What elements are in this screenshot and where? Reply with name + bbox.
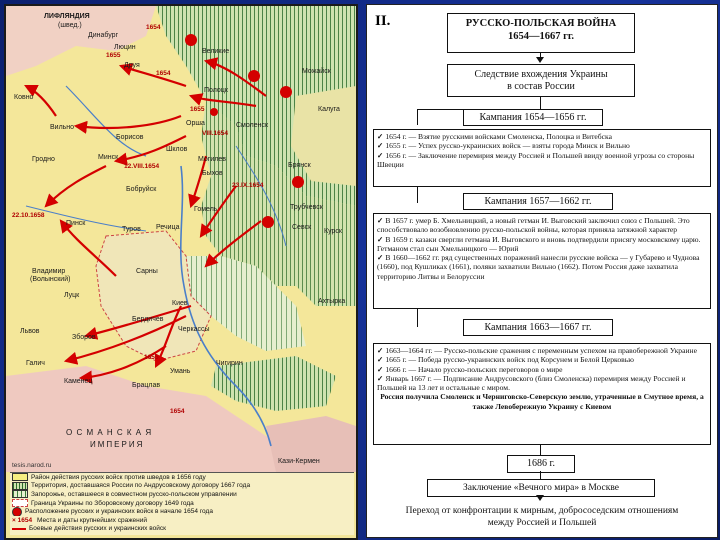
city-kamenets: Каменец (64, 378, 93, 385)
legend-text: Территория, доставшаяся России по Андрусовскому договору 1667 года (31, 482, 251, 490)
city-lvov: Львов (20, 328, 40, 335)
city-rechitsa: Речица (156, 224, 180, 231)
city-velikie-luki: Великие (202, 48, 230, 55)
legend-row (10, 516, 354, 525)
peace-box: Заключение «Вечного мира» в Москве (427, 479, 655, 497)
phase3-content (373, 343, 711, 445)
section-number: II. (375, 13, 391, 29)
city-lyutsin: Люцин (114, 44, 136, 51)
phase2-box: Кампания 1657—1662 гг. (463, 193, 613, 210)
phase3-item: ✓ 1666 г. — Начало русско-польских переговоров о мире (377, 364, 563, 374)
city-smolensk: Смоленск (236, 122, 269, 129)
city-kiev: Киев (172, 300, 188, 307)
city-berdichev: Бердичев (132, 316, 164, 323)
year-box: 1686 г. (507, 455, 575, 473)
war-title-box (447, 13, 635, 53)
city-trubchevsk: Трубчевск (290, 204, 323, 211)
legend-text: Граница Украины по Зборовскому договору 1649 года (31, 499, 194, 507)
final-outcome-line2: между Россией и Польшей (487, 518, 597, 528)
connector-arrow (536, 57, 544, 63)
city-galich: Галич (26, 360, 45, 367)
city-mogilev: Могилев (198, 156, 226, 163)
city-orsha: Орша (186, 120, 205, 127)
date-label: 22.10.1658 (12, 212, 45, 219)
city-borisov: Борисов (116, 134, 144, 141)
city-mozhaysk: Можайск (302, 68, 331, 75)
consequence-box (447, 64, 635, 97)
date-label: 23.IX.1654 (232, 182, 264, 189)
phase3-result: Россия получила Смоленск и Черниговско-Северскую землю, утраченные в Смутное время, а также Левобережную Украину с Киевом (380, 392, 704, 411)
legend-text: Район действия русских войск против шведов в 1656 году (31, 473, 206, 481)
city-dyunaburg: Динабург (88, 32, 119, 39)
phase1-item: ✓ 1656 г. — Заключение перемирия между Россией и Польшей ввиду военной угрозы со стороны Швеции (377, 150, 695, 169)
region-ottoman: О С М А Н С К А Я (66, 428, 153, 437)
check-icon: ✓ (377, 364, 384, 374)
check-icon: ✓ (377, 150, 384, 160)
city-druya: Друя (124, 62, 140, 69)
legend-text: Запорожье, оставшееся в совместном русско-польском управлении (31, 490, 237, 498)
city-bryansk: Брянск (288, 162, 311, 169)
legend-text: Места и даты крупнейших сражений (37, 516, 148, 524)
legend-swatch (12, 482, 28, 490)
legend-text: Боевые действия русских и украинских войск (29, 525, 166, 533)
phase3-item: ✓ 1663—1664 гг. — Русско-польские сражения с переменным успехом на правобережной Украине (377, 346, 697, 355)
war-title: РУССКО-ПОЛЬСКАЯ ВОЙНА (465, 18, 617, 29)
connector (417, 309, 418, 327)
date-label: 1655 (144, 354, 159, 361)
city-lutsk: Луцк (64, 292, 80, 299)
check-icon: ✓ (377, 141, 384, 151)
date-label: VIII.1654 (202, 130, 229, 137)
legend-row (10, 507, 354, 516)
phase1-item: ✓ 1655 г. — Успех русско-украинских войск — взяты города Минск и Вильно (377, 141, 630, 151)
date-label: 1654 (170, 408, 185, 415)
date-label: 12.VIII.1654 (124, 163, 160, 170)
connector (417, 187, 418, 203)
connector (540, 471, 541, 479)
consequence-line1: Следствие вхождения Украины (474, 69, 608, 80)
city-sarny: Сарны (136, 268, 158, 275)
city-cherkassy: Черкассы (178, 326, 210, 333)
legend-row (10, 473, 354, 482)
city-sevsk: Севск (292, 224, 312, 231)
connector (417, 109, 418, 125)
city-livland: ЛИФЛЯНДИЯ (44, 13, 90, 20)
date-label: 1655 (190, 106, 205, 113)
connector (540, 97, 541, 109)
legend-swatch (12, 499, 28, 507)
phase1-content (373, 129, 711, 187)
phase3-item: ✓ Январь 1667 г. — Подписание Андрусовского (близ Смоленска) перемирия между Россией и Польшей на 13 лет и остальные с миром. (377, 373, 686, 393)
city-sweden: (швед.) (58, 22, 82, 29)
check-icon: ✓ (377, 132, 384, 141)
city-vladimir: Владимир (32, 268, 66, 275)
war-years: 1654—1667 гг. (507, 31, 575, 42)
legend-row (10, 482, 354, 491)
city-bykhov: Быхов (202, 170, 223, 177)
map-source: tesis.narod.ru (12, 462, 52, 469)
date-label: 1654 (156, 70, 171, 77)
region-empire: ИМПЕРИЯ (90, 440, 145, 449)
connector-arrow (536, 495, 544, 501)
city-pinsk: Пинск (66, 220, 86, 227)
legend-row (10, 525, 354, 534)
city-minsk: Минск (98, 154, 119, 161)
city-bobruysk: Бобруйск (126, 186, 157, 193)
check-icon: ✓ (377, 355, 384, 365)
city-kursk: Курск (324, 228, 342, 235)
check-icon: ✓ (377, 216, 384, 225)
city-gomel: Гомель (194, 206, 218, 213)
city-vilno: Вильно (50, 124, 75, 131)
phase2-item: ✓ В 1660—1662 гг. ряд существенных поражений нанесли русские войска — у Губарево и Чуднова (1660), под Кушликах (1661), поляки захватили Вильно (1662). Потом Россия даже захватила территорию Литвы и Белоруссии (377, 253, 700, 281)
check-icon: ✓ (377, 253, 384, 263)
check-icon: ✓ (377, 373, 384, 383)
city-akhtyrka: Ахтырка (318, 298, 346, 305)
legend-row (10, 499, 354, 508)
final-outcome (377, 505, 707, 529)
map-drawing (6, 6, 356, 472)
date-label: 1654 (146, 24, 161, 31)
city-turov: Туров (122, 226, 141, 233)
legend-row (10, 490, 354, 499)
consequence-line2: в состав России (507, 81, 575, 92)
diagram-panel (366, 4, 718, 538)
city-kazikermen: Кази-Кермен (278, 458, 320, 465)
legend-text: Расположение русских и украинских войск в начале 1654 года (25, 508, 213, 516)
legend-arrow (12, 526, 26, 532)
city-zborov: Зборов (72, 334, 96, 341)
city-chigirin: Чигирин (216, 360, 243, 367)
check-icon: ✓ (377, 234, 384, 244)
legend-swatch (12, 490, 28, 498)
city-polotsk: Полоцк (204, 87, 228, 94)
map-legend (10, 472, 354, 535)
legend-swatch (12, 473, 28, 481)
legend-swatch (12, 507, 22, 516)
phase3-item: ✓ 1665 г. — Победа русско-украинских войск под Корсунем и Белой Церковью (377, 355, 634, 365)
city-uman: Умань (170, 368, 191, 375)
city-grodno: Гродно (32, 156, 55, 163)
historical-map (4, 4, 358, 540)
phase3-box: Кампания 1663—1667 гг. (463, 319, 613, 336)
phase2-content (373, 213, 711, 309)
legend-mark: × 1654 (12, 516, 33, 524)
phase1-box: Кампания 1654—1656 гг. (463, 109, 603, 126)
city-shklov: Шклов (166, 146, 188, 153)
phase2-item: ✓ В 1659 г. казаки свергли гетмана И. Выговского и вновь подтвердили присягу московскому царю. Гетманом стал сын Хмельницкого — Юрий (377, 234, 701, 253)
city-kaluga: Калуга (318, 106, 340, 113)
city-kovno: Ковно (14, 94, 34, 101)
date-label: 1655 (106, 52, 121, 59)
city-bratslav: Брацлав (132, 382, 161, 389)
check-icon: ✓ (377, 346, 384, 355)
final-outcome-line1: Переход от конфронтации к мирным, добрососедским отношениям (405, 506, 679, 516)
phase1-item: ✓ 1654 г. — Взятие русскими войсками Смоленска, Полоцка и Витебска (377, 132, 612, 141)
phase2-item: ✓ В 1657 г. умер Б. Хмельницкий, а новый гетман И. Выговский заключил союз с Польшей. Это способствовало возобновлению русско-польской войны, которая приняла затяжной характер (377, 216, 690, 235)
city-vladimir-volynsky: (Волынский) (30, 276, 71, 283)
